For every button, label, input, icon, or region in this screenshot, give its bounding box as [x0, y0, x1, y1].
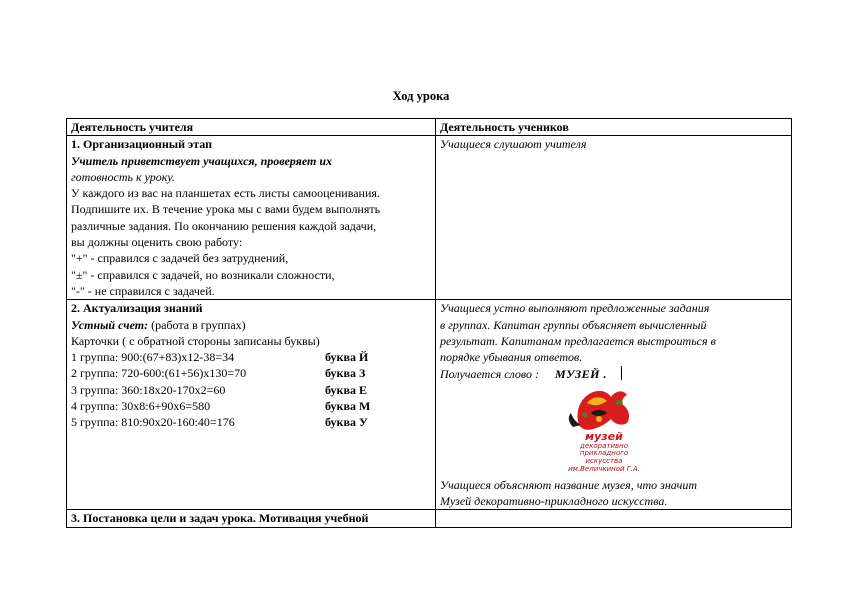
students-text: порядке убывания ответов. [440, 350, 583, 365]
logo-title: музей [585, 429, 623, 443]
text-line: У каждого из вас на планшетах есть листы самооценивания. [71, 186, 380, 201]
students-text: Учащиеся устно выполняют предложенные задания [440, 301, 710, 316]
oral-count-label: Устный счет: [71, 317, 149, 332]
table-row [67, 136, 792, 300]
row2-teacher-cell [67, 300, 436, 510]
museum-logo [440, 383, 787, 477]
text-line: Подпишите их. В течение урока мы с вами будем выполнять [71, 202, 381, 217]
logo-caption [547, 431, 661, 473]
table-header-row [67, 119, 792, 136]
header-teacher: Деятельность учителя [67, 119, 436, 136]
result-word: МУЗЕЙ . [554, 367, 607, 382]
stage-title: 3. Постановка цели и задач урока. Мотивация учебной [71, 511, 369, 526]
group-line [71, 382, 431, 398]
students-text: Учащиеся слушают учителя [440, 137, 587, 152]
text-line: "±" - справился с задачей, но возникали сложности, [71, 267, 335, 282]
result-prefix: Получается слово : [440, 367, 539, 382]
teacher-note-line: Учитель приветствует учащихся, проверяет их [71, 153, 332, 168]
oral-count-note: (работа в группах) [148, 317, 246, 332]
oral-count-line [71, 317, 431, 333]
header-students: Деятельность учеников [436, 119, 792, 136]
group-line [71, 414, 431, 430]
cards-line: Карточки ( с обратной стороны записаны буквы) [71, 333, 320, 348]
students-text: в группах. Капитан группы объясняет вычисленный [440, 317, 707, 332]
logo-line: искусства [585, 456, 623, 465]
lesson-table [66, 118, 792, 528]
logo-line: прикладного [579, 449, 629, 458]
stage-title: 1. Организационный этап [71, 137, 213, 152]
text-cursor [621, 366, 622, 380]
row1-teacher-cell [67, 136, 436, 300]
table-row [67, 300, 792, 510]
text-line: "-" - не справился с задачей. [71, 283, 215, 298]
logo-line: декоративно [579, 441, 628, 450]
group-expression: 1 группа: 900:(67+83)х12-38=34 [71, 350, 235, 365]
group-expression: 2 группа: 720-600:(61+56)х130=70 [71, 366, 247, 381]
group-letter: буква Е [325, 382, 367, 397]
row2-students-cell [436, 300, 792, 510]
text-line: вы должны оценить свою работу: [71, 235, 243, 250]
group-expression: 4 группа: 30х8:6+90х6=580 [71, 399, 211, 414]
group-letter: буква З [325, 366, 366, 381]
students-text: результат. Капитанам предлагается выстроиться в [440, 333, 716, 348]
row3-students-cell [436, 510, 792, 527]
teacher-note-line: готовность к уроку. [71, 169, 175, 184]
text-line: "+" - справился с задачей без затруднений, [71, 251, 289, 266]
group-expression: 5 группа: 810:90х20-160:40=176 [71, 415, 235, 430]
stage-title: 2. Актуализация знаний [71, 301, 203, 316]
group-expression: 3 группа: 360:18х20-170х2=60 [71, 382, 226, 397]
logo-line: им.Величкиной Г.А. [568, 464, 640, 473]
students-text: Учащиеся объясняют название музея, что значит [440, 477, 698, 492]
group-letter: буква М [325, 399, 371, 414]
group-letter: буква Й [325, 350, 369, 365]
text-line: различные задания. По окончанию решения каждой задачи, [71, 218, 377, 233]
result-word-line [440, 366, 787, 382]
row1-students-cell [436, 136, 792, 300]
students-text: Музей декоративно-прикладного искусства. [440, 494, 668, 509]
group-letter: буква У [325, 415, 368, 430]
group-line [71, 349, 431, 365]
group-line [71, 398, 431, 414]
row3-teacher-cell [67, 510, 436, 527]
table-row [67, 510, 792, 527]
group-line [71, 365, 431, 381]
page-title: Ход урока [392, 89, 450, 103]
